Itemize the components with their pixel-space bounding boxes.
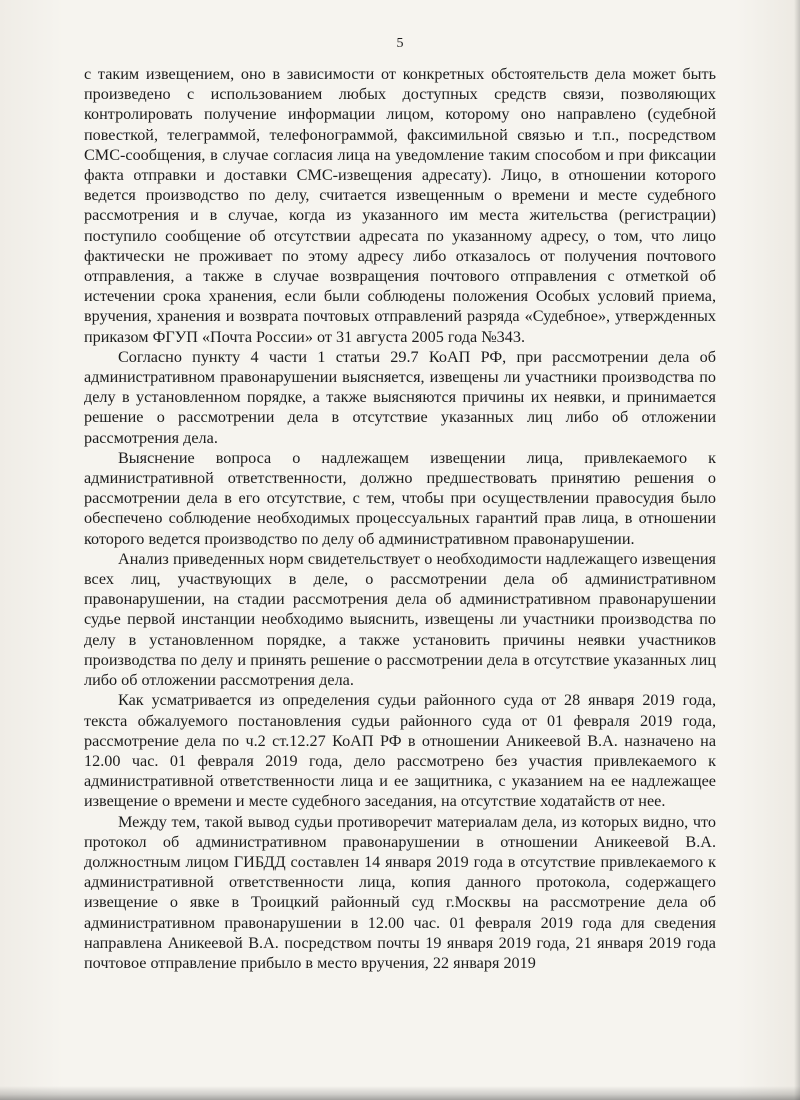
paragraph-norms-analysis: Анализ приведенных норм свидетельствует о необходимости надлежащего извещения всех лиц, участвующих в деле, о рассмотрении дела об административном правонарушении, на стадии рассмотрения дела об административном правонарушении судье первой инстанции необходимо выяснить, извещены ли участники производства по делу в установленном порядке, а также установить причины неявки участников производства по делу и принять решение о рассмотрении дела в отсутствие указанных лиц либо об отложении рассмотрения дела.: [84, 549, 716, 690]
page-number: 5: [396, 36, 404, 51]
paragraph-case-review: Как усматривается из определения судьи районного суда от 28 января 2019 года, текста обжалуемого постановления судьи районного суда от 01 февраля 2019 года, рассмотрение дела по ч.2 ст.12.27 КоАП РФ в отношении Аникеевой В.А. назначено на 12.00 час. 01 февраля 2019 года, дело рассмотрено без участия привлекаемого к административной ответственности лица и ее защитника, с указанием на ее надлежащее извещение о времени и месте судебного заседания, на отсутствие ходатайств от нее.: [84, 691, 716, 811]
paragraph-notification-question: Выяснение вопроса о надлежащем извещении лица, привлекаемого к административной ответственности, должно предшествовать принятию решения о рассмотрении дела в его отсутствие, с тем, чтобы при осуществлении правосудия было обеспечено соблюдение необходимых процессуальных гарантий прав лица, в отношении которого ведется производство по делу об административном правонарушении.: [84, 448, 716, 548]
scan-bottom-edge: [0, 1086, 800, 1100]
paragraph-koap-29-7: Согласно пункту 4 части 1 статьи 29.7 КоАП РФ, при рассмотрении дела об административном правонарушении выясняется, извещены ли участники производства по делу в установленном порядке, а также выясняются причины их неявки, и принимается решение о рассмотрении дела в отсутствие указанных лиц либо об отложении рассмотрения дела.: [84, 347, 716, 447]
scan-right-edge: [794, 0, 800, 1100]
paragraph-continuation: с таким извещением, оно в зависимости от конкретных обстоятельств дела может быть произведено с использованием любых доступных средств связи, позволяющих контролировать получение информации лицом, которому оно направлено (судебной повесткой, телеграммой, телефонограммой, факсимильной связью и т.п., посредством СМС-сообщения, в случае согласия лица на уведомление таким способом и при фиксации факта отправки и доставки СМС-извещения адресату). Лицо, в отношении которого ведется производство по делу, считается извещенным о времени и месте судебного рассмотрения и в случае, когда из указанного им места жительства (регистрации) поступило сообщение об отсутствии адресата по указанному адресу, о том, что лицо фактически не проживает по этому адресу либо отказалось от получения почтового отправления, а также в случае возвращения почтового отправления с отметкой об истечении срока хранения, если были соблюдены положения Особых условий приема, вручения, хранения и возврата почтовых отправлений разряда «Судебное», утвержденных приказом ФГУП «Почта России» от 31 августа 2005 года №343.: [84, 65, 716, 346]
paragraph-contradiction: Между тем, такой вывод судьи противоречит материалам дела, из которых видно, что протокол об административном правонарушении в отношении Аникеевой В.А. должностным лицом ГИБДД составлен 14 января 2019 года в отсутствие привлекаемого к административной ответственности лица, копия данного протокола, содержащего извещение о явке в Троицкий районный суд г.Москвы на рассмотрение дела об административном правонарушении в 12.00 час. 01 февраля 2019 года для сведения направлена Аникеевой В.А. посредством почты 19 января 2019 года, 21 января 2019 года почтовое отправление прибыло в место вручения, 22 января 2019: [84, 812, 716, 972]
document-body: [84, 64, 716, 973]
